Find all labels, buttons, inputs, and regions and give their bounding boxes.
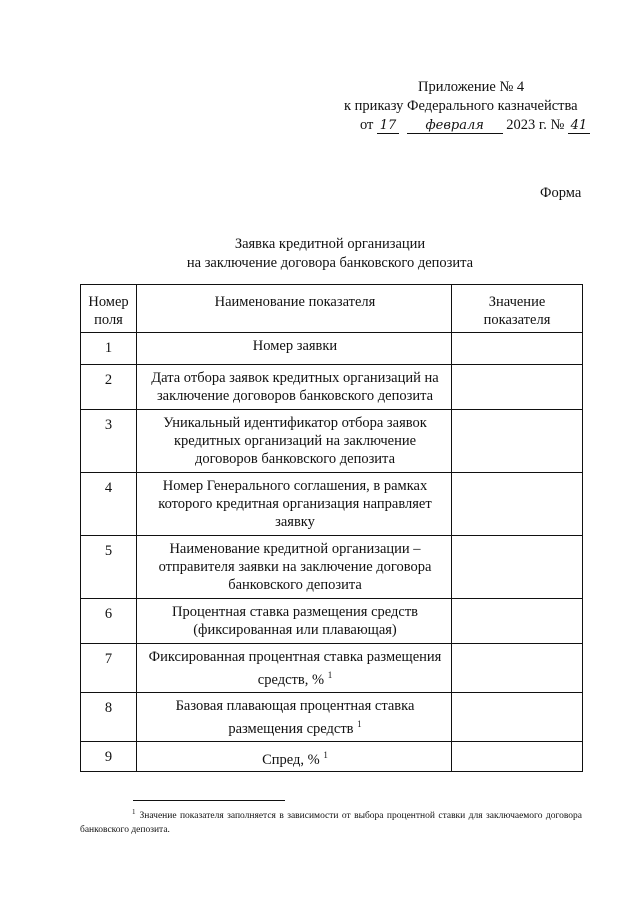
table-row — [81, 536, 583, 599]
indicator-name-text: Номер заявки — [252, 338, 338, 354]
table-row — [81, 692, 583, 741]
field-number-cell: 2 — [81, 365, 137, 410]
form-label: Форма — [540, 185, 582, 201]
indicator-name-text: Номер Генерального соглашения, в рамках которого кредитная организация направляет заявку — [158, 478, 432, 530]
field-number-cell: 1 — [81, 333, 137, 365]
indicator-value-cell — [452, 692, 583, 741]
footnote-reference: 1 — [323, 749, 328, 760]
field-number-cell: 5 — [81, 536, 137, 599]
indicator-name-text: Процентная ставка размещения средств (фиксированная или плавающая) — [171, 604, 419, 638]
footnote-text: Значение показателя заполняется в зависимости от выбора процентной ставки для заключаемого договора банковского депозита. — [80, 811, 582, 836]
table-row — [81, 473, 583, 536]
field-number-cell: 3 — [81, 410, 137, 473]
table-row — [81, 333, 583, 365]
indicator-name-cell — [137, 599, 452, 644]
appendix-date-line — [330, 116, 610, 135]
indicators-table — [80, 284, 583, 772]
field-number-cell: 8 — [81, 692, 137, 741]
indicator-name-cell — [137, 536, 452, 599]
table-row — [81, 365, 583, 410]
appendix-header — [330, 78, 610, 135]
handwritten-order-number: 41 — [568, 119, 590, 134]
field-number-cell: 9 — [81, 741, 137, 772]
indicator-name-text: Базовая плавающая процентная ставка размещения средств — [175, 697, 415, 737]
table-row — [81, 410, 583, 473]
appendix-order-ref: к приказу Федерального казначейства — [344, 98, 578, 114]
table-row — [81, 644, 583, 693]
indicator-name-text: Уникальный идентификатор отбора заявок кредитных организаций на заключение договоров банковского депозита — [163, 415, 427, 467]
indicator-name-cell — [137, 473, 452, 536]
table-row — [81, 599, 583, 644]
year-suffix: 2023 г. № — [506, 117, 565, 133]
title-line-1: Заявка кредитной организации — [234, 236, 426, 252]
indicator-value-cell — [452, 473, 583, 536]
table-row — [81, 741, 583, 772]
field-number-cell: 4 — [81, 473, 137, 536]
field-number-cell: 7 — [81, 644, 137, 693]
indicator-name-text: Дата отбора заявок кредитных организаций на заключение договоров банковского депозита — [151, 370, 439, 404]
handwritten-month: февраля — [407, 119, 503, 134]
from-prefix: от — [360, 117, 374, 133]
indicator-value-cell — [452, 599, 583, 644]
indicator-name-text: Фиксированная процентная ставка размещения средств, % — [148, 649, 442, 688]
footnote-mark: 1 — [132, 808, 136, 816]
footnote-divider — [133, 800, 285, 801]
indicator-value-cell — [452, 410, 583, 473]
indicator-value-cell — [452, 741, 583, 772]
indicator-value-cell — [452, 333, 583, 365]
indicator-value-cell — [452, 536, 583, 599]
indicator-value-cell — [452, 365, 583, 410]
indicator-name-cell — [137, 365, 452, 410]
footnote-reference: 1 — [357, 718, 362, 729]
header-field-number: Номер поля — [81, 285, 137, 333]
header-indicator-name: Наименование показателя — [137, 285, 452, 333]
indicator-name-cell — [137, 410, 452, 473]
indicator-name-cell — [137, 741, 452, 772]
footnote — [80, 805, 582, 837]
footnote-reference: 1 — [327, 670, 333, 680]
indicator-name-text: Наименование кредитной организации – отправителя заявки на заключение договора банковского депозита — [158, 541, 432, 593]
header-indicator-value: Значение показателя — [452, 285, 583, 333]
appendix-number: Приложение № 4 — [418, 79, 525, 95]
indicator-name-cell — [137, 333, 452, 365]
indicator-name-cell — [137, 692, 452, 741]
table-header-row — [81, 285, 583, 333]
handwritten-day: 17 — [377, 119, 399, 134]
document-title — [80, 235, 580, 273]
field-number-cell: 6 — [81, 599, 137, 644]
indicator-name-cell — [137, 644, 452, 693]
indicator-name-text: Спред, % — [262, 751, 320, 768]
indicator-value-cell — [452, 644, 583, 693]
title-line-2: на заключение договора банковского депозита — [186, 255, 474, 271]
